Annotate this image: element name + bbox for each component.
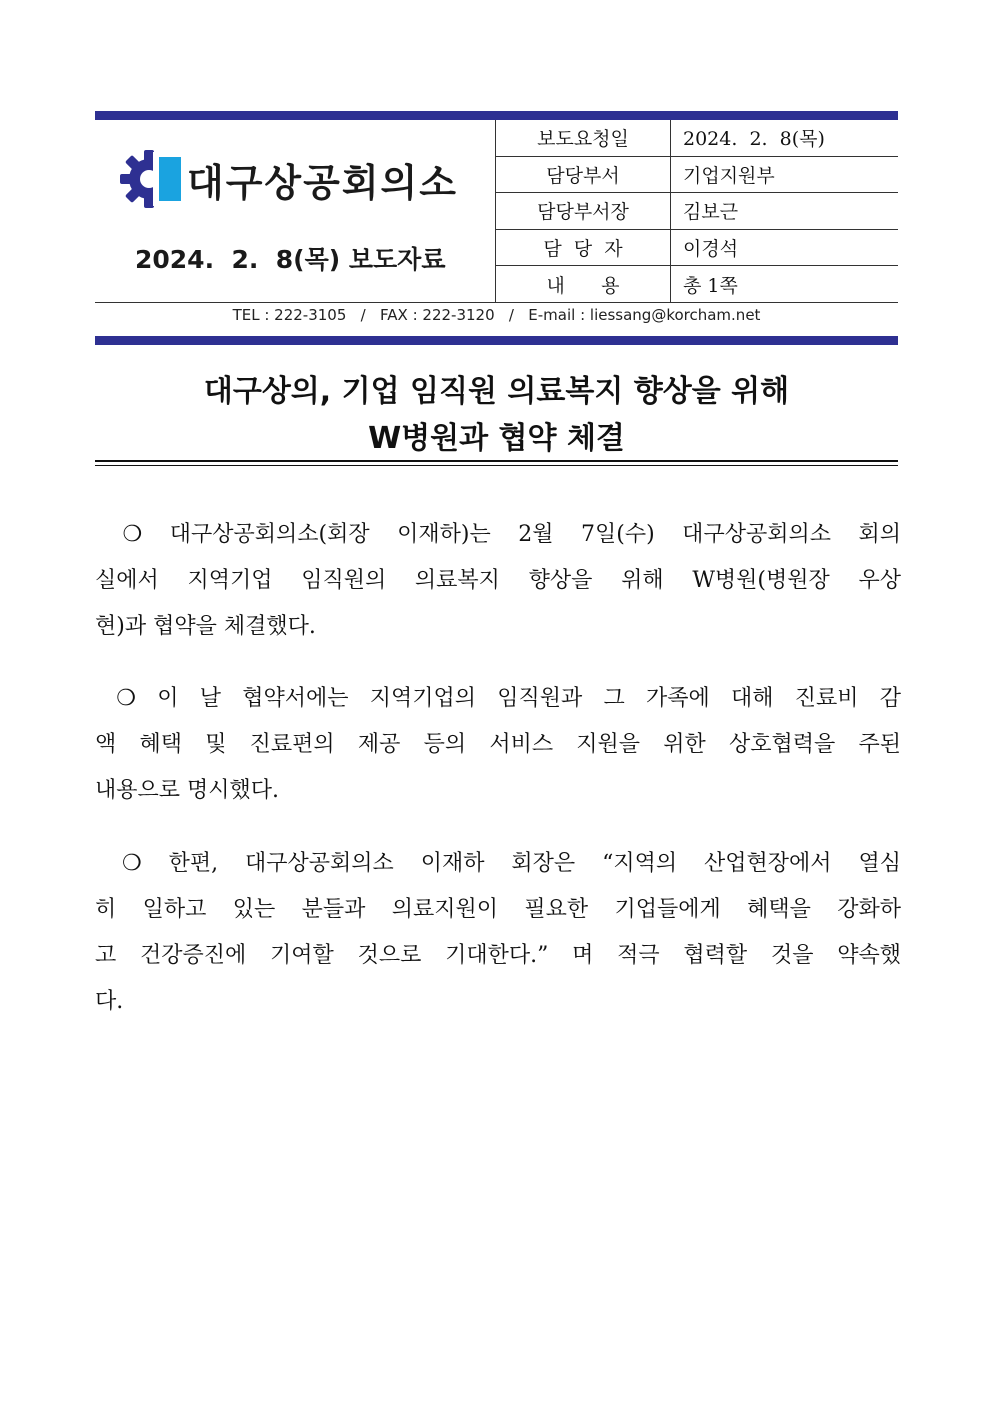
paragraph-text: 이 날 협약서에는 지역기업의 임직원과 그 가족에 대해 진료비 감: [157, 686, 901, 711]
paragraph-line: [95, 676, 901, 722]
release-date: 2024. 2. 8(목) 보도자료: [135, 245, 446, 274]
info-label: 보도요청일: [496, 120, 671, 156]
headline: [95, 368, 898, 462]
organization-name: 대구상공회의소: [187, 160, 458, 205]
paragraph-line: 다.: [95, 989, 124, 1014]
info-value: 김보근: [671, 193, 899, 230]
chamber-logo: [119, 148, 458, 210]
gear-icon: [119, 148, 181, 210]
body-paragraph: [95, 841, 901, 1025]
info-row: [496, 193, 899, 230]
header-top-bar: [95, 111, 898, 120]
headline-line-2: W병원과 협약 체결: [368, 421, 625, 456]
paragraph-line: [95, 512, 901, 558]
header-bottom-bar: [95, 336, 898, 345]
paragraph-text: 대구상공회의소(회장 이재하)는 2월 7일(수) 대구상공회의소 회의: [169, 522, 901, 547]
paragraph-text: 한편, 대구상공회의소 이재하 회장은 “지역의 산업현장에서 열심: [168, 851, 901, 876]
release-info-table: [495, 120, 898, 302]
info-row: [496, 229, 899, 266]
headline-rule: [95, 460, 898, 462]
info-value: 이경석: [671, 229, 899, 266]
paragraph-line: 내용으로 명시했다.: [95, 778, 280, 803]
paragraph-line: [95, 841, 901, 887]
info-value: 총 1쪽: [683, 274, 738, 297]
body-paragraph: [95, 512, 901, 650]
headline-line-1: 대구상의, 기업 임직원 의료복지 향상을 위해: [203, 374, 790, 409]
paragraph-line: 현)과 협약을 체결했다.: [95, 614, 316, 639]
paragraph-line: 액 혜택 및 진료편의 제공 등의 서비스 지원을 위한 상호협력을 주된: [95, 732, 901, 757]
paragraph-line: 히 일하고 있는 분들과 의료지원이 필요한 기업들에게 혜택을 강화하: [95, 897, 901, 922]
info-value: 2024. 2. 8(목): [671, 120, 899, 156]
body-paragraph: [95, 676, 901, 814]
paragraph-line: 고 건강증진에 기여할 것으로 기대한다.” 며 적극 협력할 것을 약속했: [95, 943, 901, 968]
logo-area: [95, 120, 495, 302]
bullet-icon: ❍: [121, 851, 142, 876]
paragraph-line: 실에서 지역기업 임직원의 의료복지 향상을 위해 W병원(병원장 우상: [95, 568, 901, 593]
info-label: 담당부서장: [496, 193, 671, 230]
contact-info: TEL : 222-3105 / FAX : 222-3120 / E-mail : liessang@korcham.net: [232, 306, 761, 324]
info-row: [496, 266, 899, 302]
headline-rule: [95, 465, 898, 466]
bullet-icon: ❍: [116, 686, 136, 711]
info-label: 내 용: [496, 266, 671, 302]
bullet-icon: ❍: [122, 522, 143, 547]
press-release-header: [95, 120, 898, 303]
info-row: [496, 120, 899, 156]
info-label: 담 당 자: [496, 229, 671, 266]
info-row: [496, 156, 899, 193]
info-label: 담당부서: [496, 156, 671, 193]
info-value: 기업지원부: [671, 156, 899, 193]
